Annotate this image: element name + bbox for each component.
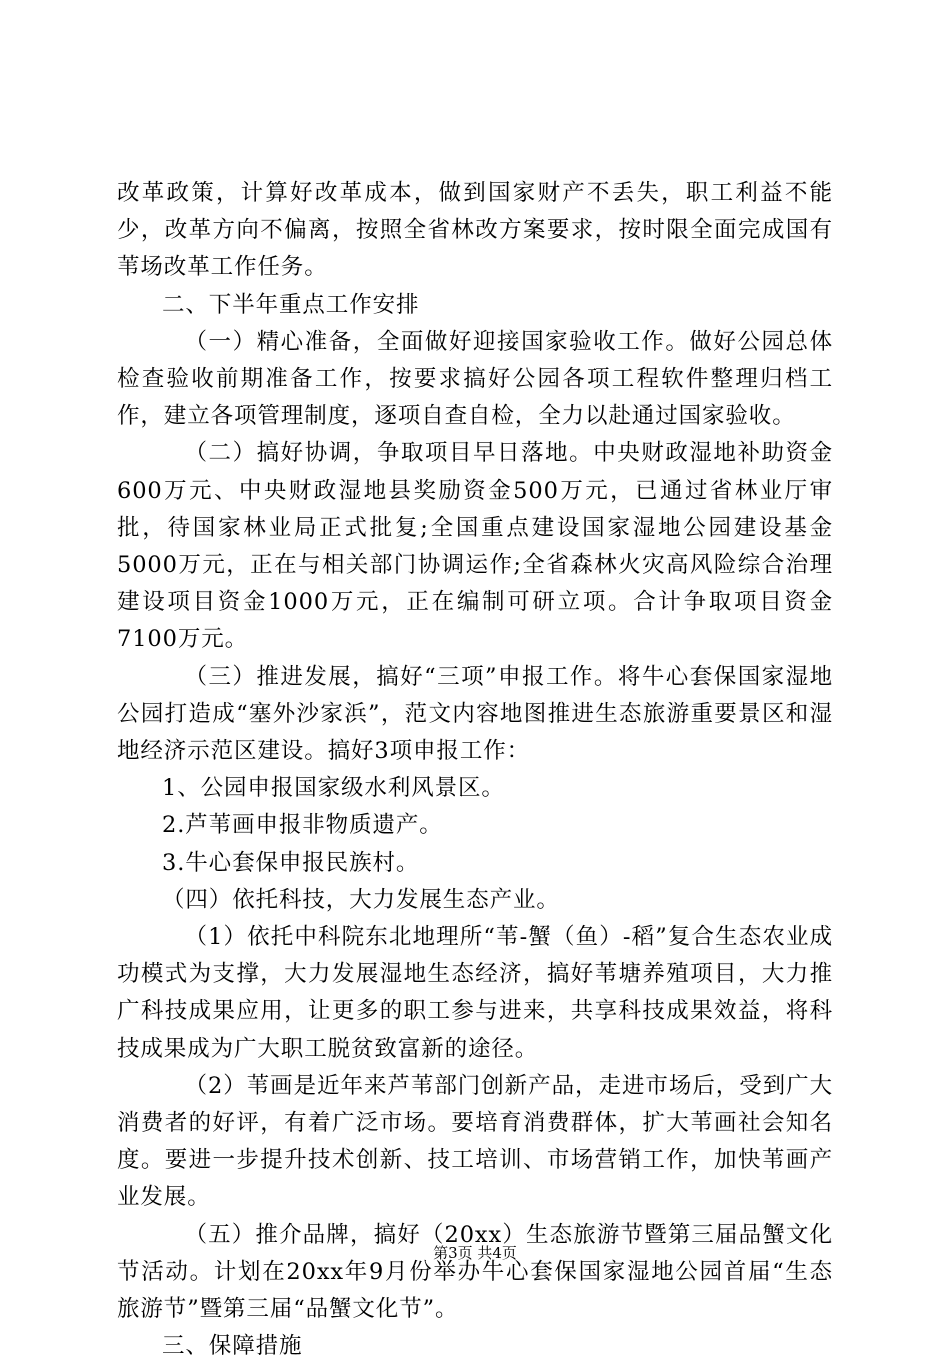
page-footer: [0, 1243, 950, 1263]
paragraph-item-3: （三）推进发展，搞好“三项”申报工作。将牛心套保国家湿地公园打造成“塞外沙家浜”，范文内容地图推进生态旅游重要景区和湿地经济示范区建设。搞好3项申报工作：: [117, 663, 833, 765]
section-heading-3: 三、保障措施: [162, 1333, 303, 1360]
page-number-label: 第3页 共4页: [433, 1244, 517, 1262]
section-heading-2: 二、下半年重点工作安排: [162, 291, 420, 318]
document-body: [117, 175, 833, 1366]
list-item-3: 3.牛心套保申报民族村。: [162, 849, 420, 876]
paragraph-continuation: 改革政策，计算好改革成本，做到国家财产不丢失，职工利益不能少，改革方向不偏离，按照全省林改方案要求，按时限全面完成国有苇场改革工作任务。: [117, 180, 833, 281]
sub-paragraph-2: （2）苇画是近年来芦苇部门创新产品，走进市场后，受到广大消费者的好评，有着广泛市场。要培育消费群体，扩大苇画社会知名度。要进一步提升技术创新、技工培训、市场营销工作，加快苇画产业发展。: [117, 1072, 833, 1211]
paragraph-item-2: （二）搞好协调，争取项目早日落地。中央财政湿地补助资金600万元、中央财政湿地县奖励资金500万元，已通过省林业厅审批，待国家林业局正式批复;全国重点建设国家湿地公园建设基金5000万元，正在与相关部门协调运作;全省森林火灾高风险综合治理建设项目资金1000万元，正在编制可研立项。合计争取项目资金7100万元。: [117, 440, 833, 653]
paragraph-item-4: （四）依托科技，大力发展生态产业。: [162, 886, 560, 913]
list-item-2: 2.芦苇画申报非物质遗产。: [162, 812, 443, 839]
paragraph-item-1: （一）精心准备，全面做好迎接国家验收工作。做好公园总体检查验收前期准备工作，按要求搞好公园各项工程软件整理归档工作，建立各项管理制度，逐项自查自检，全力以赴通过国家验收。: [117, 328, 833, 430]
paragraph-item-5: （五）推介品牌，搞好（20xx）生态旅游节暨第三届品蟹文化节活动。计划在20xx年9月份举办牛心套保国家湿地公园首届“生态旅游节”暨第三届“品蟹文化节”。: [117, 1221, 833, 1323]
sub-paragraph-1: （1）依托中科院东北地理所“苇-蟹（鱼）-稻”复合生态农业成功模式为支撑，大力发展湿地生态经济，搞好苇塘养殖项目，大力推广科技成果应用，让更多的职工参与进来，共享科技成果效益，将科技成果成为广大职工脱贫致富新的途径。: [117, 924, 833, 1062]
list-item-1: 1、公园申报国家级水利风景区。: [162, 775, 505, 802]
